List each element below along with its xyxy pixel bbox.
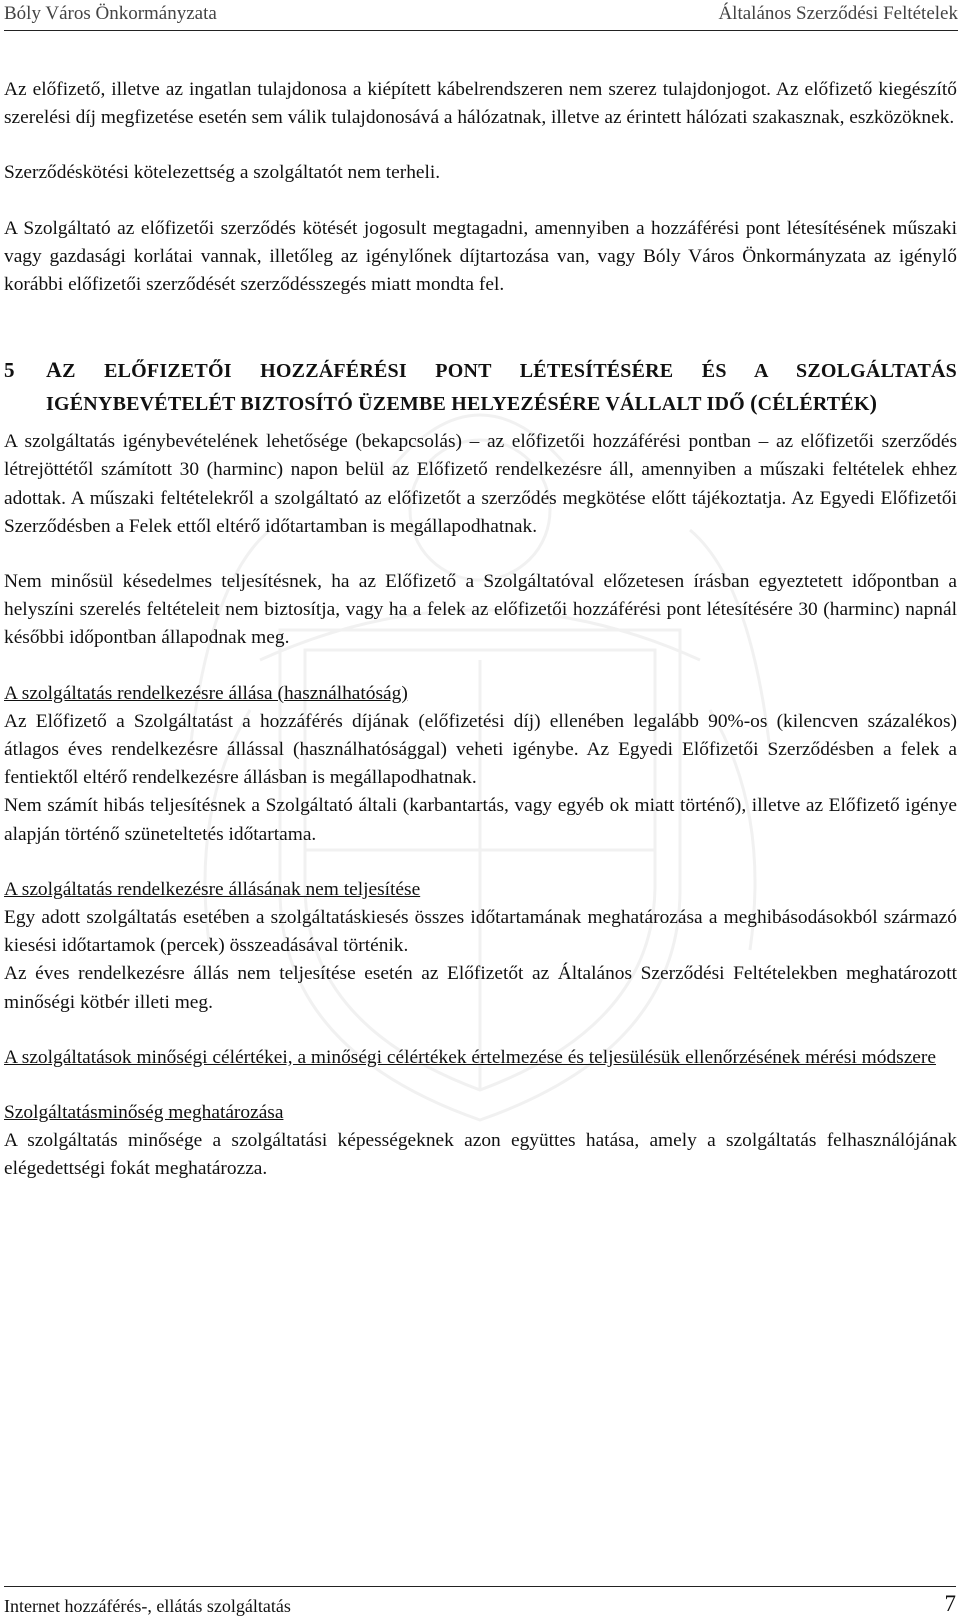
paragraph-delay: Nem minősül késedelmes teljesítésnek, ha az Előfizető a Szolgáltatóval előzetesen írásban egyeztetett időpontban a helyszíni szerelés feltételeit nem biztosítja, vagy ha a felek az előfizetői hozzáférési pont létesítésére 30 (harminc) napnál későbbi időpontban állapodnak meg. [4, 571, 957, 649]
subheading-non-fulfilment: A szolgáltatás rendelkezésre állásának nem teljesítése [4, 878, 421, 900]
subheading-availability: A szolgáltatás rendelkezésre állása (használhatóság) [4, 682, 408, 704]
paragraph-ownership: Az előfizető, illetve az ingatlan tulajdonosa a kiépített kábelrendszeren nem szerez tulajdonjogot. Az előfizető kiegészítő szerelési díj megfizetése esetén sem válik tulajdonosává a hálózatnak, illetve az érintett hálózati szakasznak, eszközöknek. [4, 79, 957, 129]
subheading-quality-definition: Szolgáltatásminőség meghatározása [4, 1102, 284, 1124]
section-title: AZ ELŐFIZETŐI HOZZÁFÉRÉSI PONT LÉTESÍTÉSÉRE ÉS A SZOLGÁLTATÁS IGÉNYBEVÉTELÉT BIZTOSÍTÓ ÜZEMBE HELYEZÉSÉRE VÁLLALT IDŐ (CÉLÉRTÉK) [46, 357, 957, 416]
paragraph-outage-calculation: Egy adott szolgáltatás esetében a szolgáltatáskiesés összes időtartamának meghatározása a meghibásodásokból származó kiesési időtartamok (percek) összeadásával történik. [4, 907, 957, 957]
paragraph-quality-definition: A szolgáltatás minősége a szolgáltatási képességeknek azon együttes hatása, amely a szolgáltatás felhasználójának elégedettségi fokát meghatározza. [4, 1130, 957, 1180]
paragraph-not-faulty: Nem számít hibás teljesítésnek a Szolgáltató általi (karbantartás, vagy egyéb ok miatt történő), illetve az Előfizető igénye alapján történő szüneteltetés időtartama. [4, 795, 957, 845]
header-document-title: Általános Szerződési Feltételek [718, 3, 958, 24]
paragraph-refusal: A Szolgáltató az előfizetői szerződés kötését jogosult megtagadni, amennyiben a hozzáférési pont létesítésének műszaki vagy gazdasági korlátai vannak, illetőleg az igénylőnek díjtartozása van, vagy Bóly Város Önkormányzata az igénylő korábbi előfizetői szerződését szerződésszegés miatt mondta fel. [4, 217, 957, 296]
paragraph-activation: A szolgáltatás igénybevételének lehetősége (bekapcsolás) – az előfizetői hozzáférési pontban – az előfizetői szerződés létrejöttétől számított 30 (harminc) napon belül az Előfizető rendelkezésre áll, amennyiben a műszaki feltételek ehhez adottak. A műszaki feltételekről a szolgáltató az előfizetőt a szerződés megkötése előtt tájékoztatja. Az Egyedi Előfizetői Szerződésben a Felek ettől eltérő időtartamban is megállapodhatnak. [4, 431, 957, 537]
page-header [4, 0, 958, 31]
paragraph-penalty: Az éves rendelkezésre állás nem teljesítése esetén az Előfizetőt az Általános Szerződési Feltételekben meghatározott minőségi kötbér illeti meg. [4, 963, 957, 1013]
footer-service-name: Internet hozzáférés-, ellátás szolgáltatás [4, 1596, 291, 1616]
document-body [4, 76, 957, 1184]
paragraph-availability: Az Előfizető a Szolgáltatást a hozzáférés díjának (előfizetési díj) ellenében legalább 90%-os (kilencven százalékos) átlagos éves rendelkezésre állással (használhatósággal) veheti igénybe. Az Egyedi Előfizetői Szerződésben a felek a fentiektől eltérő rendelkezésre állásban is megállapodhatnak. [4, 710, 957, 789]
subheading-quality-targets: A szolgáltatások minőségi célértékei, a minőségi célértékek értelmezése és teljesülésük ellenőrzésének mérési módszere [4, 1046, 936, 1068]
page-footer [4, 1586, 956, 1623]
paragraph-no-obligation: Szerződéskötési kötelezettség a szolgáltatót nem terheli. [4, 162, 441, 184]
section-heading [4, 354, 957, 420]
page-number: 7 [944, 1591, 956, 1616]
section-number: 5 [4, 358, 15, 383]
header-organization: Bóly Város Önkormányzata [4, 3, 217, 24]
